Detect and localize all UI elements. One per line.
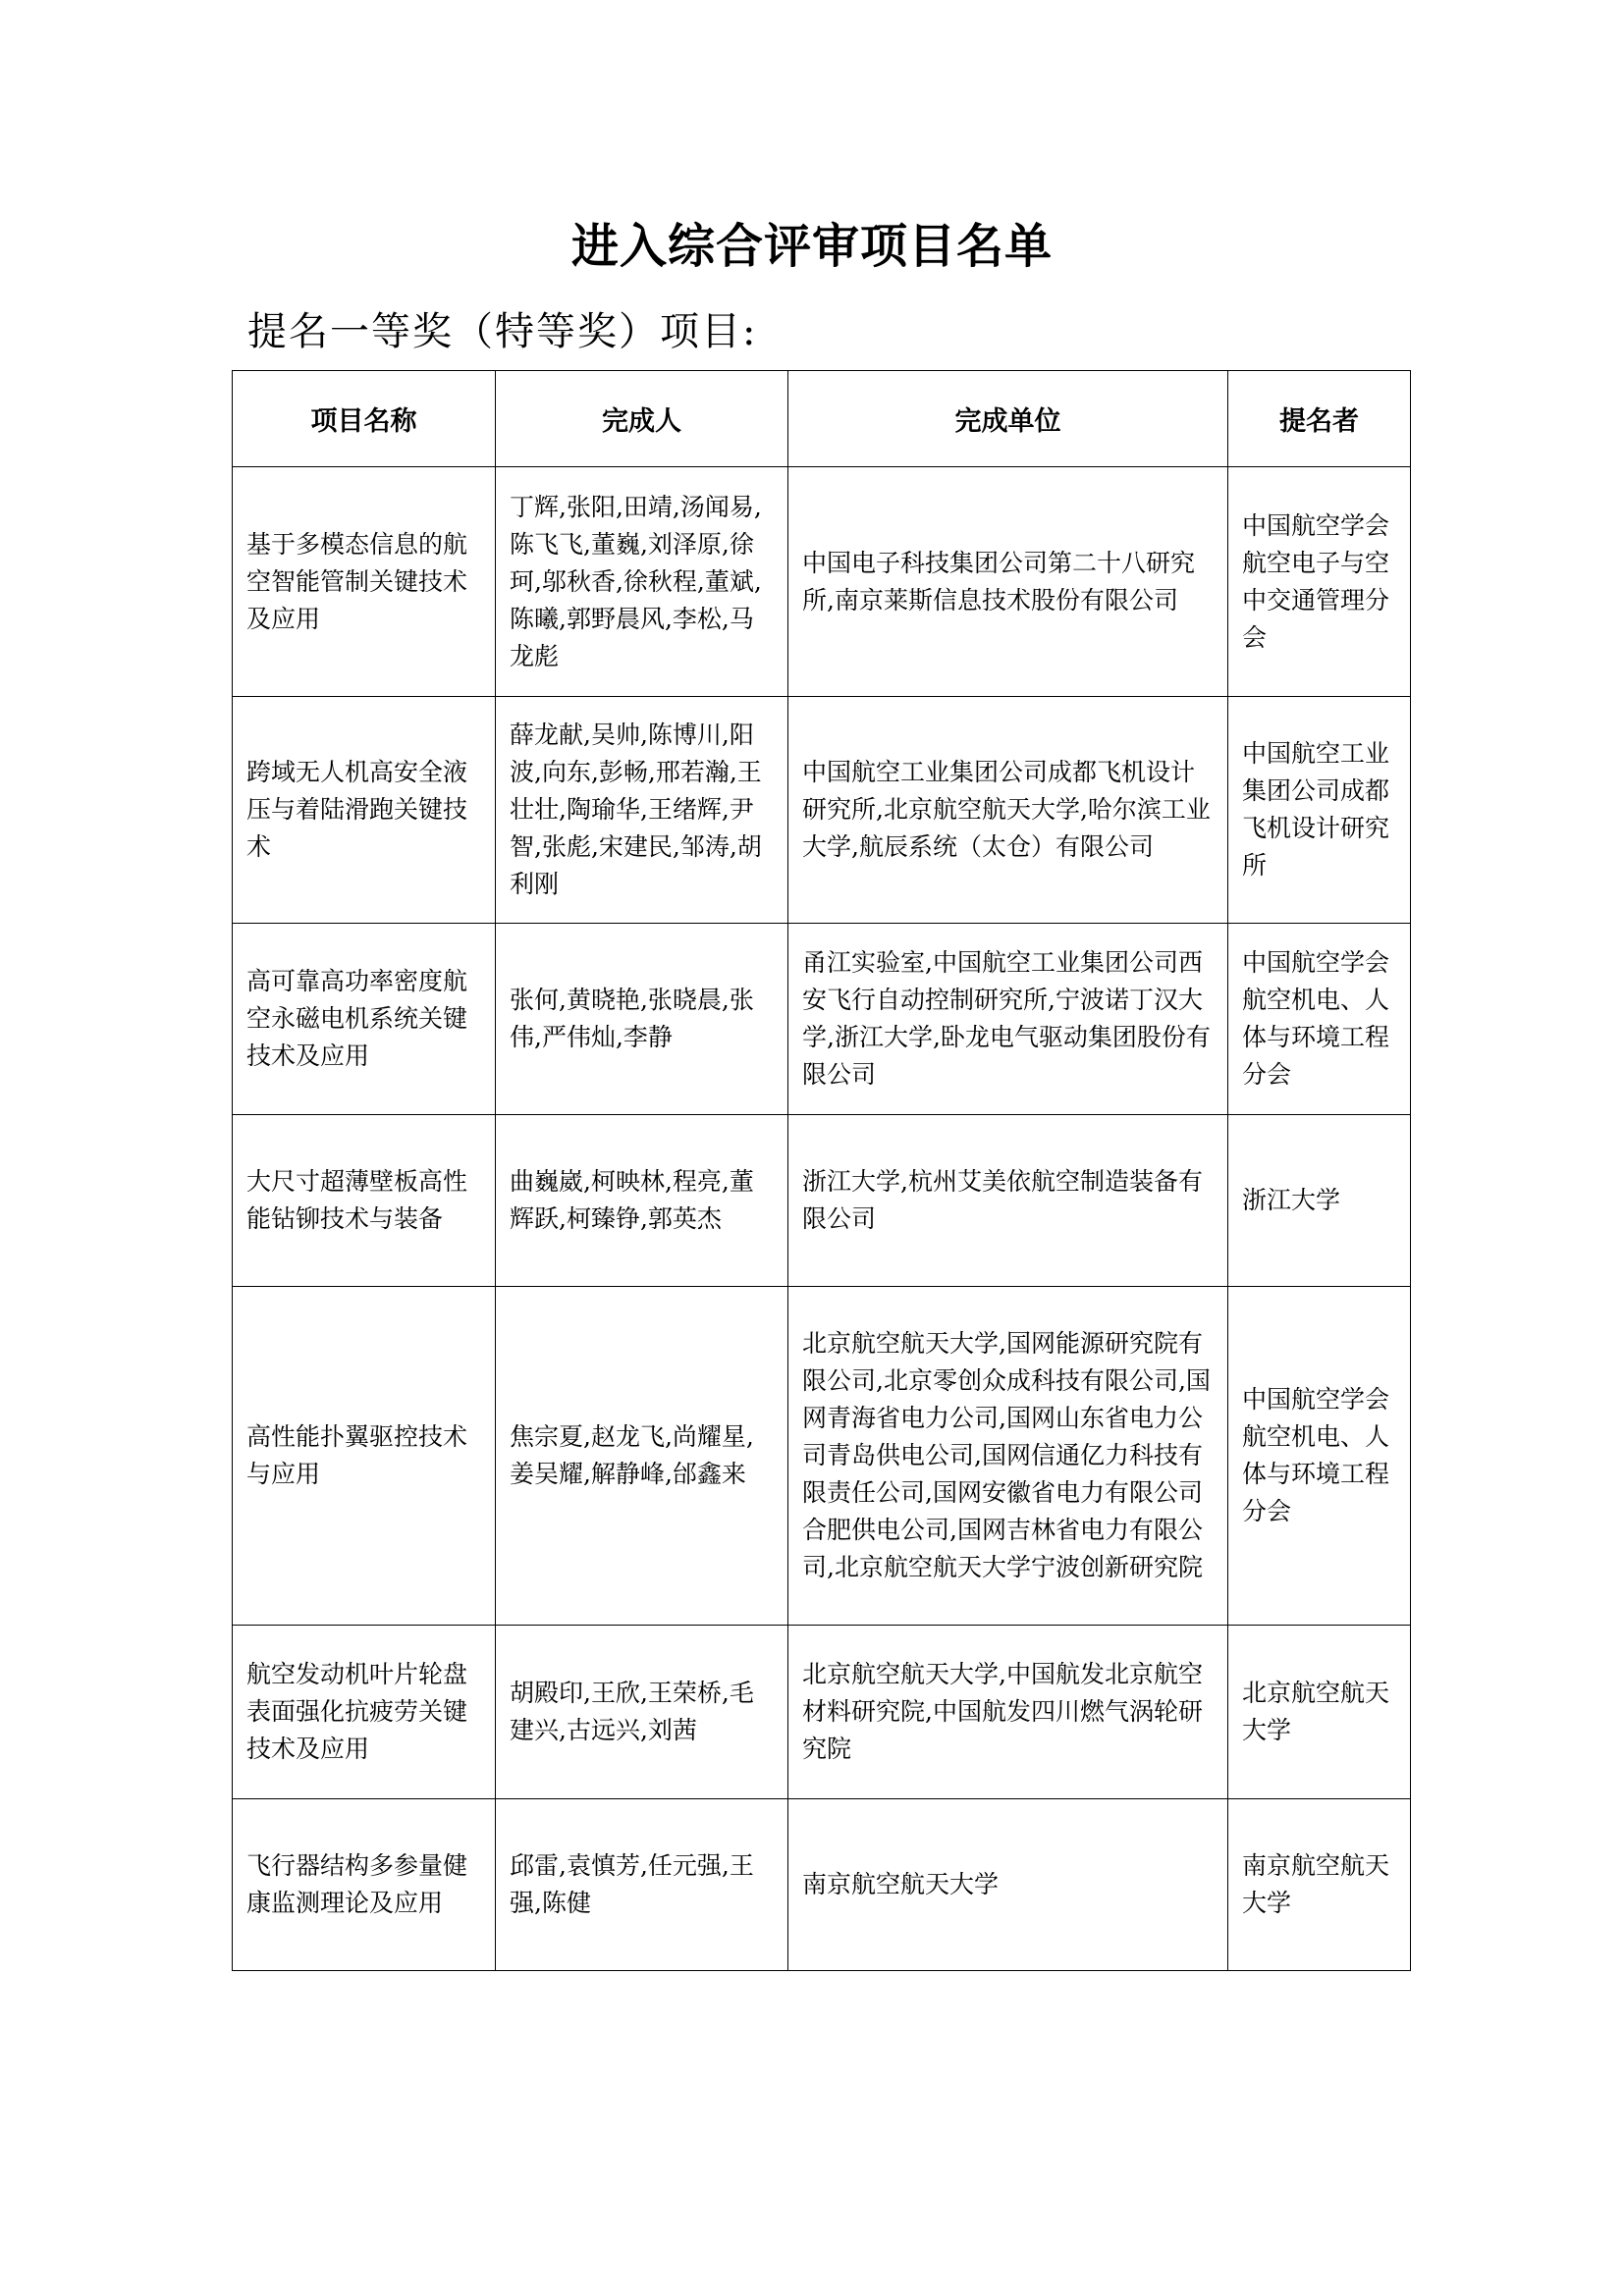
completers-cell: 张何,黄晓艳,张晓晨,张伟,严伟灿,李静 bbox=[496, 924, 788, 1115]
table-row bbox=[233, 1626, 1411, 1799]
completing-units-cell: 中国航空工业集团公司成都飞机设计研究所,北京航空航天大学,哈尔滨工业大学,航辰系统（太仓）有限公司 bbox=[788, 697, 1228, 924]
nominator-cell: 中国航空学会航空机电、人体与环境工程分会 bbox=[1228, 924, 1411, 1115]
nominator-cell: 浙江大学 bbox=[1228, 1115, 1411, 1287]
table-row bbox=[233, 1115, 1411, 1287]
completers-cell: 薛龙献,吴帅,陈博川,阳波,向东,彭畅,邢若瀚,王壮壮,陶瑜华,王绪辉,尹智,张彪,宋建民,邹涛,胡利刚 bbox=[496, 697, 788, 924]
project-table bbox=[232, 370, 1411, 1971]
completing-units-cell: 南京航空航天大学 bbox=[788, 1799, 1228, 1971]
section-heading: 提名一等奖（特等奖）项目: bbox=[247, 309, 758, 354]
nominator-cell: 中国航空工业集团公司成都飞机设计研究所 bbox=[1228, 697, 1411, 924]
header-project-name: 项目名称 bbox=[233, 371, 496, 467]
completing-units-cell: 中国电子科技集团公司第二十八研究所,南京莱斯信息技术股份有限公司 bbox=[788, 467, 1228, 697]
header-completing-units: 完成单位 bbox=[788, 371, 1228, 467]
project-name-cell: 跨域无人机高安全液压与着陆滑跑关键技术 bbox=[233, 697, 496, 924]
completers-cell: 丁辉,张阳,田靖,汤闻易,陈飞飞,董巍,刘泽原,徐珂,邬秋香,徐秋程,董斌,陈曦,郭野晨风,李松,马龙彪 bbox=[496, 467, 788, 697]
project-name-cell: 高可靠高功率密度航空永磁电机系统关键技术及应用 bbox=[233, 924, 496, 1115]
completers-cell: 胡殿印,王欣,王荣桥,毛建兴,古远兴,刘茜 bbox=[496, 1626, 788, 1799]
table-row bbox=[233, 1287, 1411, 1626]
project-name-cell: 大尺寸超薄壁板高性能钻铆技术与装备 bbox=[233, 1115, 496, 1287]
completing-units-cell: 北京航空航天大学,国网能源研究院有限公司,北京零创众成科技有限公司,国网青海省电力公司,国网山东省电力公司青岛供电公司,国网信通亿力科技有限责任公司,国网安徽省电力有限公司合肥供电公司,国网吉林省电力有限公司,北京航空航天大学宁波创新研究院 bbox=[788, 1287, 1228, 1626]
project-name-cell: 航空发动机叶片轮盘表面强化抗疲劳关键技术及应用 bbox=[233, 1626, 496, 1799]
document-title: 进入综合评审项目名单 bbox=[570, 219, 1053, 274]
nominator-cell: 北京航空航天大学 bbox=[1228, 1626, 1411, 1799]
project-name-cell: 基于多模态信息的航空智能管制关键技术及应用 bbox=[233, 467, 496, 697]
completing-units-cell: 北京航空航天大学,中国航发北京航空材料研究院,中国航发四川燃气涡轮研究院 bbox=[788, 1626, 1228, 1799]
table-row bbox=[233, 924, 1411, 1115]
header-completers: 完成人 bbox=[496, 371, 788, 467]
completing-units-cell: 浙江大学,杭州艾美依航空制造装备有限公司 bbox=[788, 1115, 1228, 1287]
project-name-cell: 高性能扑翼驱控技术与应用 bbox=[233, 1287, 496, 1626]
nominator-cell: 中国航空学会航空机电、人体与环境工程分会 bbox=[1228, 1287, 1411, 1626]
nominator-cell: 中国航空学会航空电子与空中交通管理分会 bbox=[1228, 467, 1411, 697]
table-row bbox=[233, 1799, 1411, 1971]
table-row bbox=[233, 697, 1411, 924]
completers-cell: 焦宗夏,赵龙飞,尚耀星,姜吴耀,解静峰,邰鑫来 bbox=[496, 1287, 788, 1626]
table-row bbox=[233, 467, 1411, 697]
table-header-row bbox=[233, 371, 1411, 467]
header-nominator: 提名者 bbox=[1228, 371, 1411, 467]
nominator-cell: 南京航空航天大学 bbox=[1228, 1799, 1411, 1971]
completers-cell: 曲巍崴,柯映林,程亮,董辉跃,柯臻铮,郭英杰 bbox=[496, 1115, 788, 1287]
project-name-cell: 飞行器结构多参量健康监测理论及应用 bbox=[233, 1799, 496, 1971]
completers-cell: 邱雷,袁慎芳,任元强,王强,陈健 bbox=[496, 1799, 788, 1971]
completing-units-cell: 甬江实验室,中国航空工业集团公司西安飞行自动控制研究所,宁波诺丁汉大学,浙江大学,卧龙电气驱动集团股份有限公司 bbox=[788, 924, 1228, 1115]
